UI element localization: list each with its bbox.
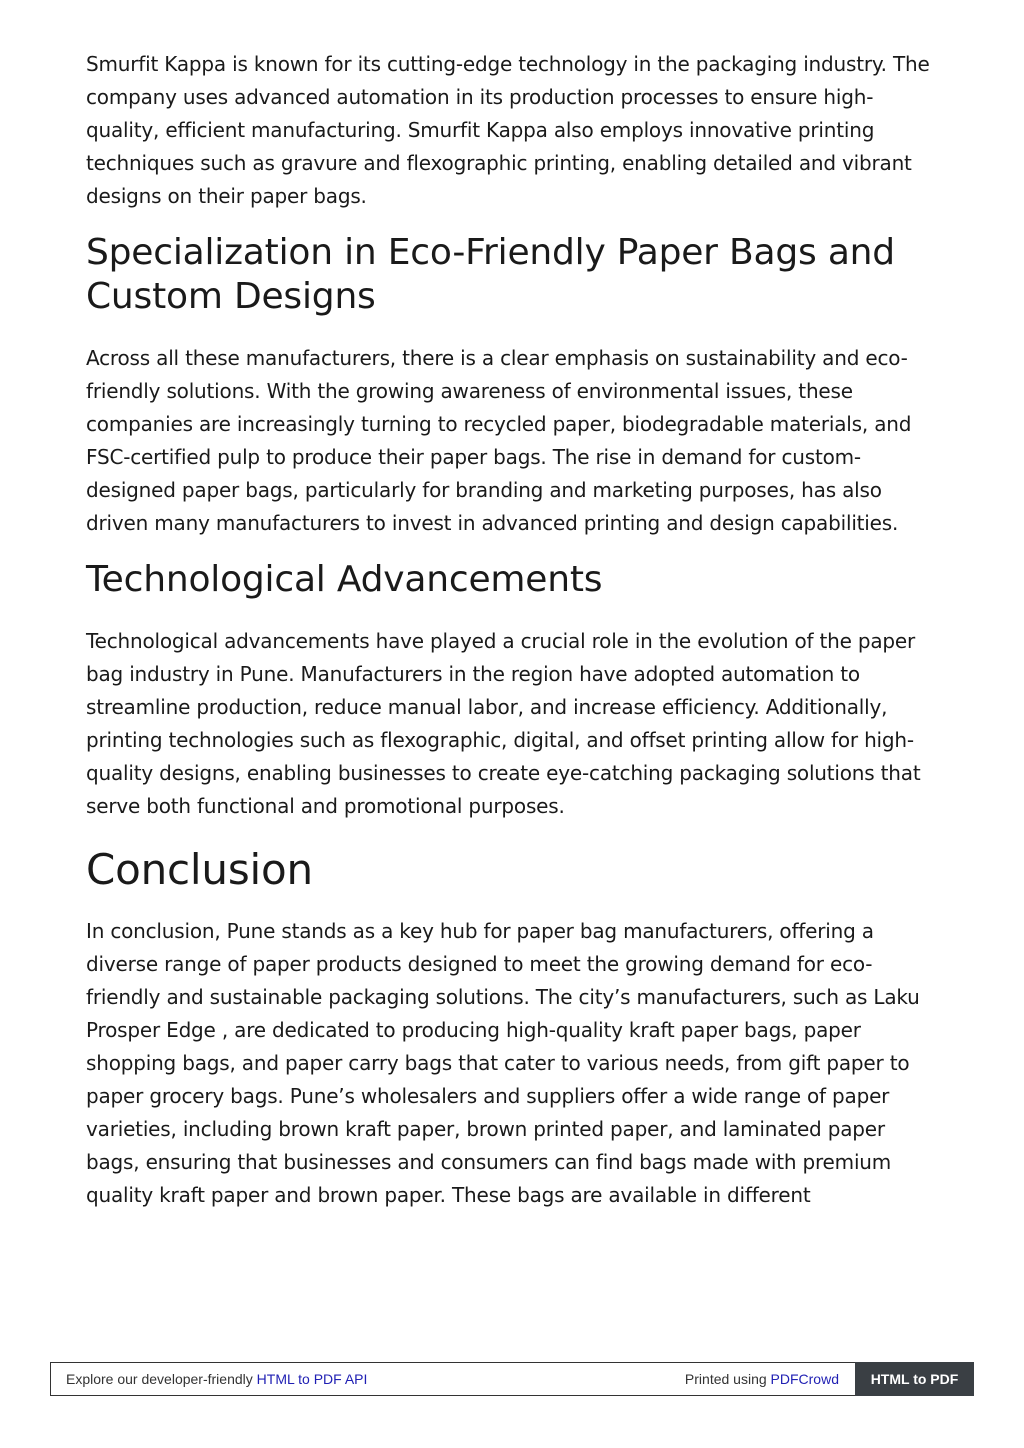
- intro-paragraph: Smurfit Kappa is known for its cutting-edge technology in the packaging industry. The company uses advanced automation in its production processes to ensure high-quality, efficient manufacturing. Smurfit Kappa also employs innovative printing techniques such as gravure and flexographic printing, enabling detailed and vibrant designs on their paper bags.: [86, 52, 930, 208]
- footer-explore: [66, 1371, 367, 1387]
- document-content: [86, 48, 938, 1212]
- section-heading-technological: Technological Advancements: [86, 559, 603, 600]
- footer-explore-text: Explore our developer-friendly: [66, 1371, 257, 1387]
- conclusion-paragraph: In conclusion, Pune stands as a key hub for paper bag manufacturers, offering a diverse range of paper products designed to meet the growing demand for eco-friendly and sustainable packaging solutions. The city’s manufacturers, such as Laku Prosper Edge , are dedicated to producing high-quality kraft paper bags, paper shopping bags, and paper carry bags that cater to various needs, from gift paper to paper grocery bags. Pune’s wholesalers and suppliers offer a wide range of paper varieties, including brown kraft paper, brown printed paper, and laminated paper bags, ensuring that businesses and consumers can find bags made with premium quality kraft paper and brown paper. These bags are available in different: [86, 919, 920, 1207]
- footer-printed-text: Printed using: [684, 1371, 771, 1387]
- pdfcrowd-link[interactable]: PDFCrowd: [770, 1371, 839, 1387]
- section-paragraph-eco-friendly: Across all these manufacturers, there is a clear emphasis on sustainability and eco-friendly solutions. With the growing awareness of environmental issues, these companies are increasingly turning to recycled paper, biodegradable materials, and FSC-certified pulp to produce their paper bags. The rise in demand for custom-designed paper bags, particularly for branding and marketing purposes, has also driven many manufacturers to invest in advanced printing and design capabilities.: [86, 346, 912, 535]
- pdf-footer-bar: [50, 1362, 974, 1396]
- html-to-pdf-api-link[interactable]: HTML to PDF API: [256, 1371, 368, 1387]
- section-heading-eco-friendly: Specialization in Eco-Friendly Paper Bags and Custom Designs: [86, 232, 895, 317]
- footer-printed: [685, 1371, 839, 1387]
- section-paragraph-technological: Technological advancements have played a crucial role in the evolution of the paper bag industry in Pune. Manufacturers in the region have adopted automation to streamline production, reduce manual labor, and increase efficiency. Additionally, printing technologies such as flexographic, digital, and offset printing allow for high-quality designs, enabling businesses to create eye-catching packaging solutions that serve both functional and promotional purposes.: [86, 629, 921, 818]
- conclusion-heading: Conclusion: [86, 845, 313, 894]
- html-to-pdf-button[interactable]: HTML to PDF: [855, 1362, 974, 1396]
